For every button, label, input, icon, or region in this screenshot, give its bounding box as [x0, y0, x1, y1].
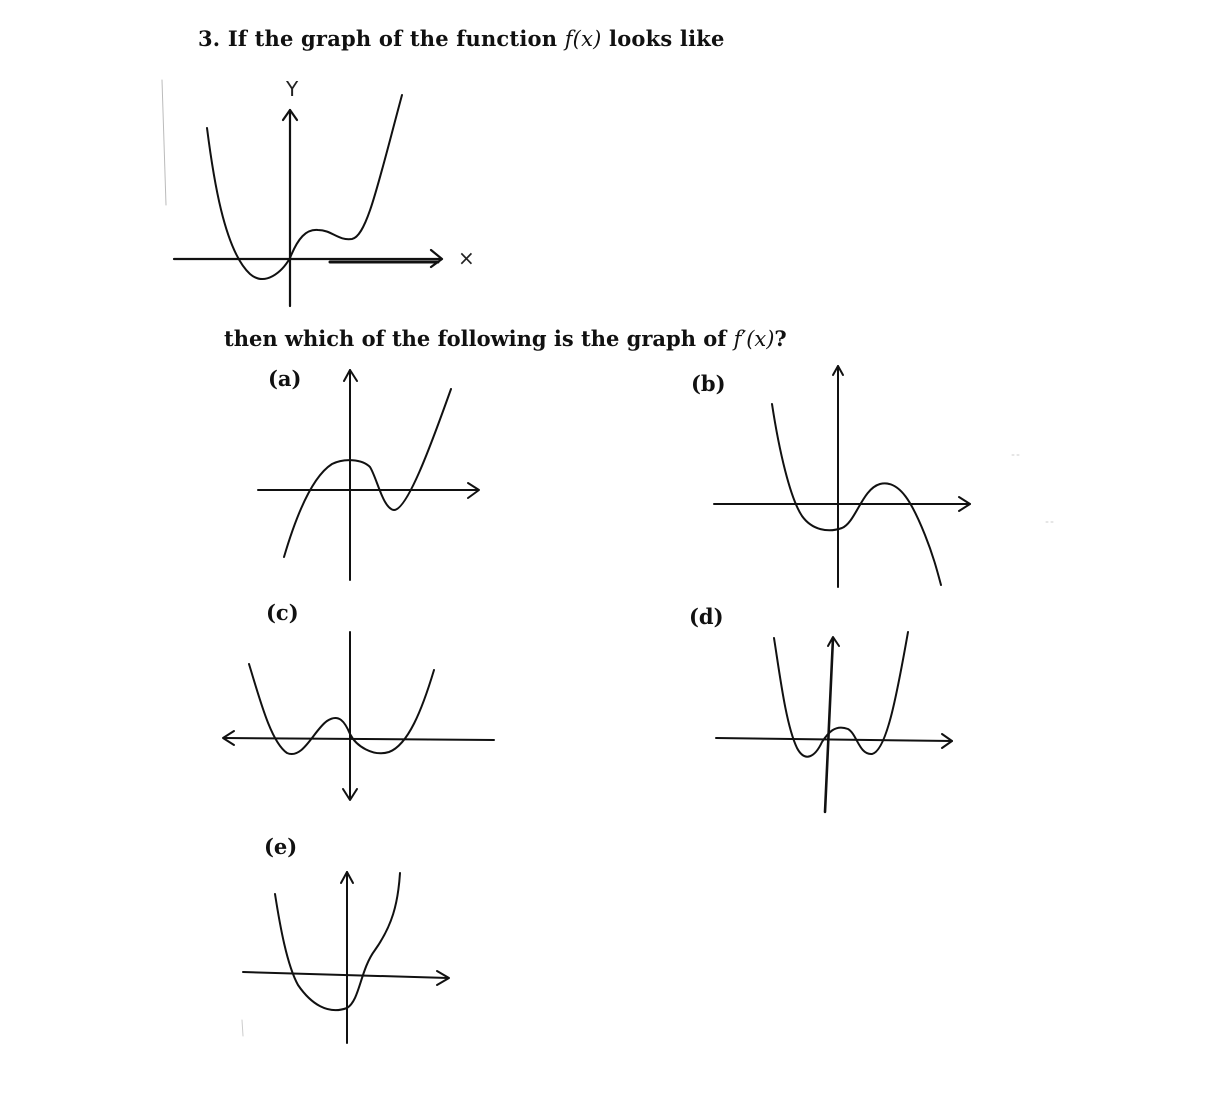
option-b-curve — [772, 404, 941, 585]
prompt-function-arg: (x) — [746, 327, 775, 351]
option-c-label[interactable]: (c) — [266, 600, 299, 625]
question-text-after: looks like — [609, 26, 725, 51]
option-d-graph[interactable] — [716, 632, 952, 812]
option-e-label[interactable]: (e) — [264, 834, 298, 859]
option-d-label[interactable]: (d) — [689, 604, 724, 629]
question-number: 3. — [198, 26, 221, 51]
question-function-name: f — [564, 27, 573, 51]
scan-speck — [242, 1020, 243, 1036]
scan-margin-line — [162, 80, 166, 205]
option-c-x-axis — [224, 738, 494, 740]
option-b-graph[interactable] — [714, 366, 970, 587]
option-a-curve — [284, 389, 451, 557]
original-graph-y-label: Y — [286, 77, 299, 101]
option-e-x-axis — [243, 972, 448, 978]
option-b-label[interactable]: (b) — [691, 371, 726, 396]
option-a-label[interactable]: (a) — [268, 366, 302, 391]
prompt-text-before: then which of the following is the graph of — [224, 326, 727, 351]
option-c-curve — [249, 664, 434, 754]
prompt-text-after: ? — [774, 326, 787, 351]
original-graph — [174, 77, 475, 306]
original-graph-x-label: × — [458, 246, 475, 270]
option-e-graph[interactable] — [243, 872, 449, 1043]
question-text-before: If the graph of the function — [227, 26, 558, 51]
option-d-y-axis — [825, 638, 833, 812]
option-a-graph[interactable] — [258, 370, 479, 580]
original-graph-curve — [207, 95, 402, 279]
option-e-curve — [275, 873, 400, 1010]
question-function-arg: (x) — [572, 27, 602, 51]
option-d-x-axis — [716, 738, 952, 741]
option-c-graph[interactable] — [223, 632, 494, 800]
prompt-function-name: f′ — [733, 327, 747, 351]
option-d-curve — [774, 632, 908, 757]
